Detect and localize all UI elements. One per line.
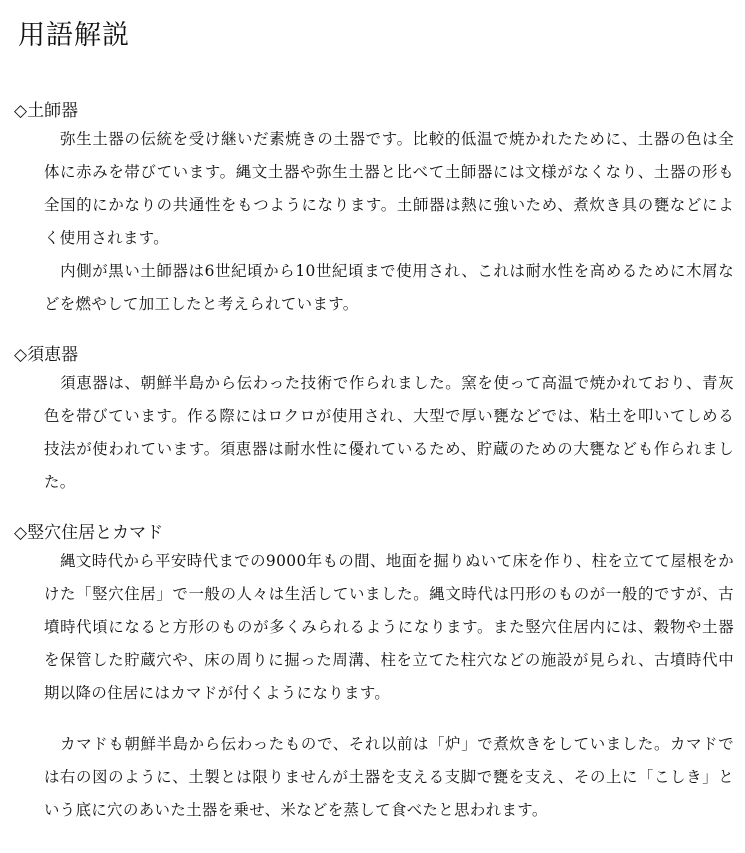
section-heading-hajiki: ◇土師器 — [14, 101, 79, 121]
section-tateana-paragraph-1: 縄文時代から平安時代までの9000年もの間、地面を掘りぬいて床を作り、柱を立てて屋根をかけた「竪穴住居」で一般の人々は生活していました。縄文時代は円形のものが一般的ですが、古墳時代頃になると方形のものが多くみられるようになります。また竪穴住居内には、穀物や土器を保管した貯蔵穴や、床の周りに掘った周溝、柱を立てた柱穴などの施設が見られ、古墳時代中期以降の住居にはカマドが付くようになります。 — [44, 552, 734, 702]
section-hajiki-paragraph-2: 内側が黒い土師器は6世紀頃から10世紀頃まで使用され、これは耐水性を高めるために木屑などを燃やして加工したと考えられています。 — [44, 262, 734, 313]
page-title: 用語解説 — [18, 20, 130, 51]
section-hajiki-paragraph-1: 弥生土器の伝統を受け継いだ素焼きの土器です。比較的低温で焼かれたために、土器の色は全体に赤みを帯びています。縄文土器や弥生土器と比べて土師器には文様がなくなり、土器の形も全国的にかなりの共通性をもつようになります。土師器は熱に強いため、煮炊き具の甕などによく使用されます。 — [44, 130, 734, 247]
section-tateana-paragraph-2: カマドも朝鮮半島から伝わったもので、それ以前は「炉」で煮炊きをしていました。カマドでは右の図のように、土製とは限りませんが土器を支える支脚で甕を支え、その上に「こしき」という底に穴のあいた土器を乗せ、米などを蒸して食べたと思われます。 — [44, 735, 734, 819]
section-sueki-paragraph-1: 須恵器は、朝鮮半島から伝わった技術で作られました。窯を使って高温で焼かれており、青灰色を帯びています。作る際にはロクロが使用され、大型で厚い甕などでは、粘土を叩いてしめる技法が使われています。須恵器は耐水性に優れているため、貯蔵のための大甕なども作られました。 — [44, 374, 734, 491]
section-heading-tateana: ◇竪穴住居とカマド — [14, 523, 164, 543]
section-heading-sueki: ◇須恵器 — [14, 345, 79, 365]
